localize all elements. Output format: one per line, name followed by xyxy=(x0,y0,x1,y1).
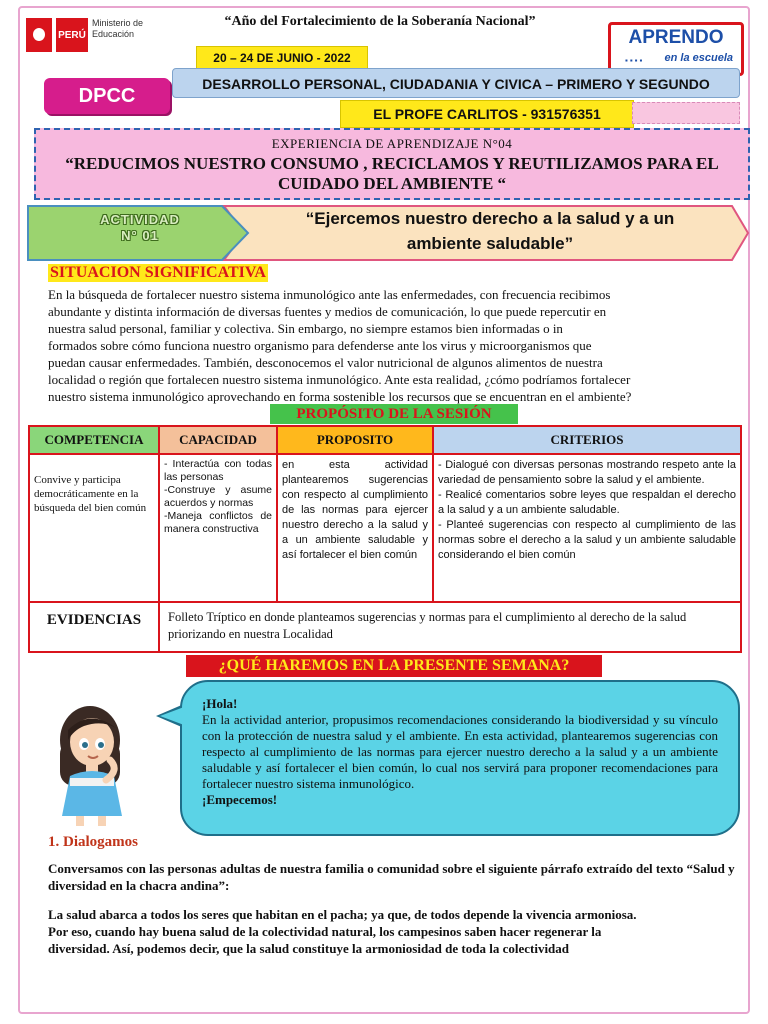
purpose-table xyxy=(28,425,742,653)
activity-banner xyxy=(22,204,750,262)
ministry-logo xyxy=(26,14,156,58)
week-heading: ¿QUÉ HAREMOS EN LA PRESENTE SEMANA? xyxy=(186,655,602,677)
experience-label: EXPERIENCIA DE APRENDIZAJE N°04 xyxy=(271,136,513,151)
situation-line: localidad o región que fortalecen nuestro sistema inmunológico. Ante esta realidad, ¿cómo podríamos fortalecer xyxy=(48,372,631,387)
situation-line: puedan causar enfermedades. También, desconocemos el valor nutricional de algunos alimentos de nuestra xyxy=(48,355,603,370)
aprendo-logo-sub: en la escuela xyxy=(664,52,733,64)
activity-label-number: N° 01 xyxy=(121,228,159,243)
quote-line: La salud abarca a todos los seres que habitan en el pacha; ya que, de todos depende la vivencia armoniosa. xyxy=(48,907,637,922)
girl-illustration xyxy=(40,700,140,826)
area-badge: DPCC xyxy=(44,78,170,114)
peru-coat-of-arms-icon xyxy=(26,18,52,52)
criterio-item: - Planteé sugerencias con respecto al cumplimiento de las normas sobre el derecho a la salud y un ambiente saludable considerando el bien común xyxy=(438,519,736,561)
criterios-cell xyxy=(434,455,740,603)
capacidad-item: -Construye y asume acuerdos y normas xyxy=(164,484,272,509)
situation-line: nuestra salud personal, familiar y colectiva. Sin embargo, no siempre estamos bien informadas o in xyxy=(48,321,563,336)
ministry-country: PERÚ xyxy=(56,18,88,52)
situation-line: En la búsqueda de fortalecer nuestro sistema inmunológico ante las enfermedades, con frecuencia recibimos xyxy=(48,287,611,302)
ministry-name: Ministerio de Educación xyxy=(92,18,144,39)
bubble-body: En la actividad anterior, propusimos recomendaciones considerando la biodiversidad y su vínculo con la protección de nuestra salud y el ambiente. En esta actividad, plantearemos sugerencias con respecto al cumplimiento de las normas para ejercer nuestro derecho a la salud y a un ambiente saludable y así fortalecer el bien común, lo cual nos servirá para proponer recomendaciones para fortalecer nuestro sistema inmunológico. xyxy=(202,712,718,791)
experience-box xyxy=(34,128,750,200)
course-title: DESARROLLO PERSONAL, CIUDADANIA Y CIVICA – PRIMERO Y SEGUNDO xyxy=(172,68,740,98)
bubble-greeting: ¡Hola! xyxy=(202,696,238,711)
aprendo-dots-icon: ▪▪▪▪ xyxy=(625,56,645,65)
capacidad-cell xyxy=(160,455,278,603)
bubble-closing: ¡Empecemos! xyxy=(202,792,278,807)
table-header-proposito: PROPOSITO xyxy=(278,427,434,455)
situation-text xyxy=(48,286,742,405)
activity-title: “Ejercemos nuestro derecho a la salud y a un ambiente saludable” xyxy=(305,209,675,253)
purpose-heading: PROPÓSITO DE LA SESIÓN xyxy=(270,404,518,424)
proposito-cell: en esta actividad plantearemos sugerencias con respecto al cumplimiento de las normas para ejercer nuestro derecho a la salud y a un ambiente saludable y así fortalecer el bien común xyxy=(278,455,434,603)
situation-line: nuestro sistema inmunológico aprovechando en forma sostenible los recursos que se encuentran en el ambiente? xyxy=(48,389,632,404)
activity-label xyxy=(50,212,230,244)
evidencias-label: EVIDENCIAS xyxy=(30,603,160,651)
quote-line: diversidad. Así, podemos decir, que la salud constituye la armoniosidad de toda la colectividad xyxy=(48,941,570,956)
table-header-criterios: CRITERIOS xyxy=(434,427,740,455)
quote-line: Por eso, cuando hay buena salud de la colectividad natural, los campesinos saben hacer regenerar la xyxy=(48,924,602,939)
capacidad-item: -Maneja conflictos de manera constructiva xyxy=(164,510,272,535)
dialog-intro: Conversamos con las personas adultas de nuestra familia o comunidad sobre el siguiente párrafo extraído del texto “Salud y diversidad en la chacra andina”: xyxy=(48,861,735,893)
teacher-accent xyxy=(632,102,740,124)
bubble-tail-fill xyxy=(160,707,184,725)
evidencias-text: Folleto Tríptico en donde planteamos sugerencias y normas para el cumplimiento al derecho de la salud priorizando en nuestra Localidad xyxy=(168,610,687,641)
table-header-capacidad: CAPACIDAD xyxy=(160,427,278,455)
date-badge: 20 – 24 DE JUNIO - 2022 xyxy=(196,46,368,70)
situation-line: formados sobre cómo funciona nuestro organismo para defenderse ante los virus y microorganismos que xyxy=(48,338,592,353)
capacidad-item: - Interactúa con todas las personas xyxy=(164,458,272,483)
year-title: “Año del Fortalecimiento de la Soberanía Nacional” xyxy=(224,14,536,29)
teacher-label: EL PROFE CARLITOS - 931576351 xyxy=(340,100,634,128)
speech-bubble xyxy=(180,680,740,836)
dialog-heading: 1. Dialogamos xyxy=(48,834,138,850)
experience-title: “REDUCIMOS NUESTRO CONSUMO , RECICLAMOS Y REUTILIZAMOS PARA EL CUIDADO DEL AMBIENTE “ xyxy=(65,154,719,193)
situation-line: abundante y distinta información de diversas fuentes y medios de comunicación, lo que puede repercutir en xyxy=(48,304,607,319)
criterio-item: - Dialogué con diversas personas mostrando respeto ante la variedad de pensamiento sobre la salud y el ambiente. xyxy=(438,459,736,486)
table-header-competencia: COMPETENCIA xyxy=(30,427,160,455)
criterio-item: - Realicé comentarios sobre leyes que respaldan el derecho a la salud y a un ambiente saludable. xyxy=(438,489,736,516)
bubble-text xyxy=(202,696,718,808)
aprendo-logo-main: APRENDO xyxy=(628,27,724,48)
dialog-quote xyxy=(48,906,742,957)
activity-label-word: ACTIVIDAD xyxy=(100,212,180,227)
competencia-cell: Convive y participa democráticamente en la búsqueda del bien común xyxy=(30,455,160,603)
situation-heading: SITUACION SIGNIFICATIVA xyxy=(50,264,266,281)
